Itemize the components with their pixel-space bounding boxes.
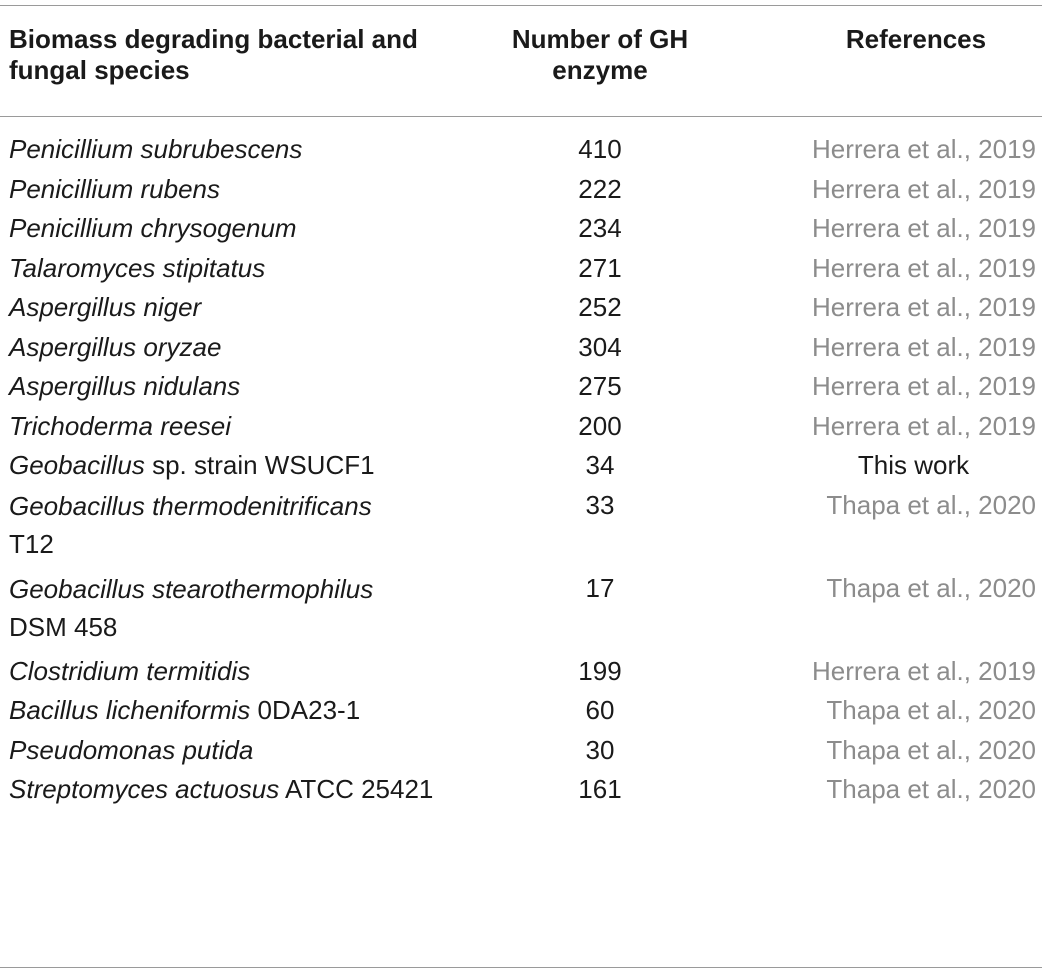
table-row — [0, 691, 1042, 731]
gh-count-cell: 304 — [578, 331, 622, 362]
species-name-strain: sp. strain WSUCF1 — [144, 450, 375, 480]
species-name-italic: Aspergillus oryzae — [9, 331, 222, 362]
reference-link[interactable]: Thapa et al., 2020 — [826, 695, 1036, 725]
gh-count-cell: 200 — [578, 410, 622, 441]
reference-link[interactable]: Herrera et al., 2019 — [811, 173, 1036, 204]
species-cell — [0, 652, 445, 692]
bottom-rule — [0, 967, 1042, 968]
table-row — [0, 407, 1042, 447]
table-row — [0, 328, 1042, 368]
species-name-italic: Aspergillus niger — [9, 292, 202, 322]
reference-link[interactable]: Herrera et al., 2019 — [811, 331, 1036, 362]
table-row — [0, 249, 1042, 289]
species-name-strain: DSM 458 — [9, 611, 118, 642]
reference-link[interactable]: Herrera et al., 2019 — [811, 371, 1036, 401]
reference-link[interactable]: Herrera et al., 2019 — [811, 134, 1036, 164]
gh-count-cell: 33 — [585, 489, 615, 520]
gh-count-cell: 410 — [578, 134, 622, 164]
table-row — [0, 209, 1042, 249]
reference-link[interactable]: Thapa et al., 2020 — [826, 572, 1036, 603]
species-name-italic: Clostridium termitidis — [9, 655, 251, 686]
gh-count-cell: 234 — [578, 213, 622, 243]
table-body — [0, 130, 1042, 810]
reference-link[interactable]: Herrera et al., 2019 — [811, 213, 1036, 243]
species-name-italic: Pseudomonas putida — [9, 734, 254, 765]
table-row — [0, 569, 1042, 652]
top-rule — [0, 5, 1042, 6]
species-name-italic: Trichoderma reesei — [9, 410, 232, 441]
species-cell — [0, 407, 445, 447]
table-row — [0, 446, 1042, 486]
species-name-italic: Penicillium rubens — [9, 173, 220, 204]
header-count: Number of GH enzyme — [511, 24, 689, 85]
gh-count-cell: 222 — [578, 173, 622, 204]
species-name-strain: T12 — [9, 528, 54, 559]
reference-link[interactable]: Thapa et al., 2020 — [826, 489, 1036, 520]
reference-link[interactable]: Herrera et al., 2019 — [811, 292, 1036, 322]
table-row — [0, 486, 1042, 569]
header-species: Biomass degrading bacterial and fungal species — [9, 24, 418, 85]
species-name-italic: Streptomyces actuosus — [9, 774, 280, 804]
species-cell — [0, 170, 445, 210]
gh-count-cell: 161 — [578, 774, 622, 804]
species-cell — [0, 486, 445, 569]
reference-link[interactable]: Thapa et al., 2020 — [826, 734, 1036, 765]
species-cell — [0, 569, 445, 652]
species-name-strain: 0DA23-1 — [250, 695, 361, 725]
species-cell — [0, 288, 445, 328]
table-row — [0, 288, 1042, 328]
species-cell — [0, 130, 445, 170]
gh-count-cell: 17 — [585, 572, 615, 603]
header-rule — [0, 116, 1042, 117]
gh-count-cell: 275 — [578, 371, 622, 401]
species-cell — [0, 731, 445, 771]
species-cell — [0, 209, 445, 249]
reference-link[interactable]: Thapa et al., 2020 — [826, 774, 1036, 804]
gh-count-cell: 252 — [578, 292, 622, 322]
species-name-italic: Geobacillus thermodenitrificans — [9, 490, 372, 521]
reference-cell: This work — [857, 450, 970, 480]
gh-count-cell: 199 — [578, 655, 622, 686]
gh-count-cell: 271 — [578, 252, 622, 283]
gh-count-cell: 30 — [585, 734, 615, 765]
reference-link[interactable]: Herrera et al., 2019 — [811, 655, 1036, 686]
species-cell — [0, 328, 445, 368]
species-name-italic: Aspergillus nidulans — [9, 371, 241, 401]
species-cell — [0, 770, 445, 810]
table-row — [0, 170, 1042, 210]
table-row — [0, 770, 1042, 810]
gh-count-cell: 60 — [585, 695, 615, 725]
species-name-italic: Geobacillus stearothermophilus — [9, 573, 374, 604]
table-row — [0, 731, 1042, 771]
species-cell — [0, 249, 445, 289]
species-name-italic: Penicillium subrubescens — [9, 134, 303, 164]
reference-link[interactable]: Herrera et al., 2019 — [811, 252, 1036, 283]
reference-link[interactable]: Herrera et al., 2019 — [811, 410, 1036, 441]
species-name-strain: ATCC 25421 — [279, 774, 434, 804]
species-cell — [0, 367, 445, 407]
species-name-italic: Penicillium chrysogenum — [9, 213, 297, 243]
table-row — [0, 652, 1042, 692]
gh-count-cell: 34 — [585, 450, 615, 480]
table-row — [0, 367, 1042, 407]
species-name-italic: Talaromyces stipitatus — [9, 252, 266, 283]
header-references: References — [845, 24, 987, 54]
species-cell — [0, 446, 445, 486]
species-cell — [0, 691, 445, 731]
species-name-italic: Geobacillus — [9, 450, 145, 480]
table-row — [0, 130, 1042, 170]
species-name-italic: Bacillus licheniformis — [9, 695, 251, 725]
